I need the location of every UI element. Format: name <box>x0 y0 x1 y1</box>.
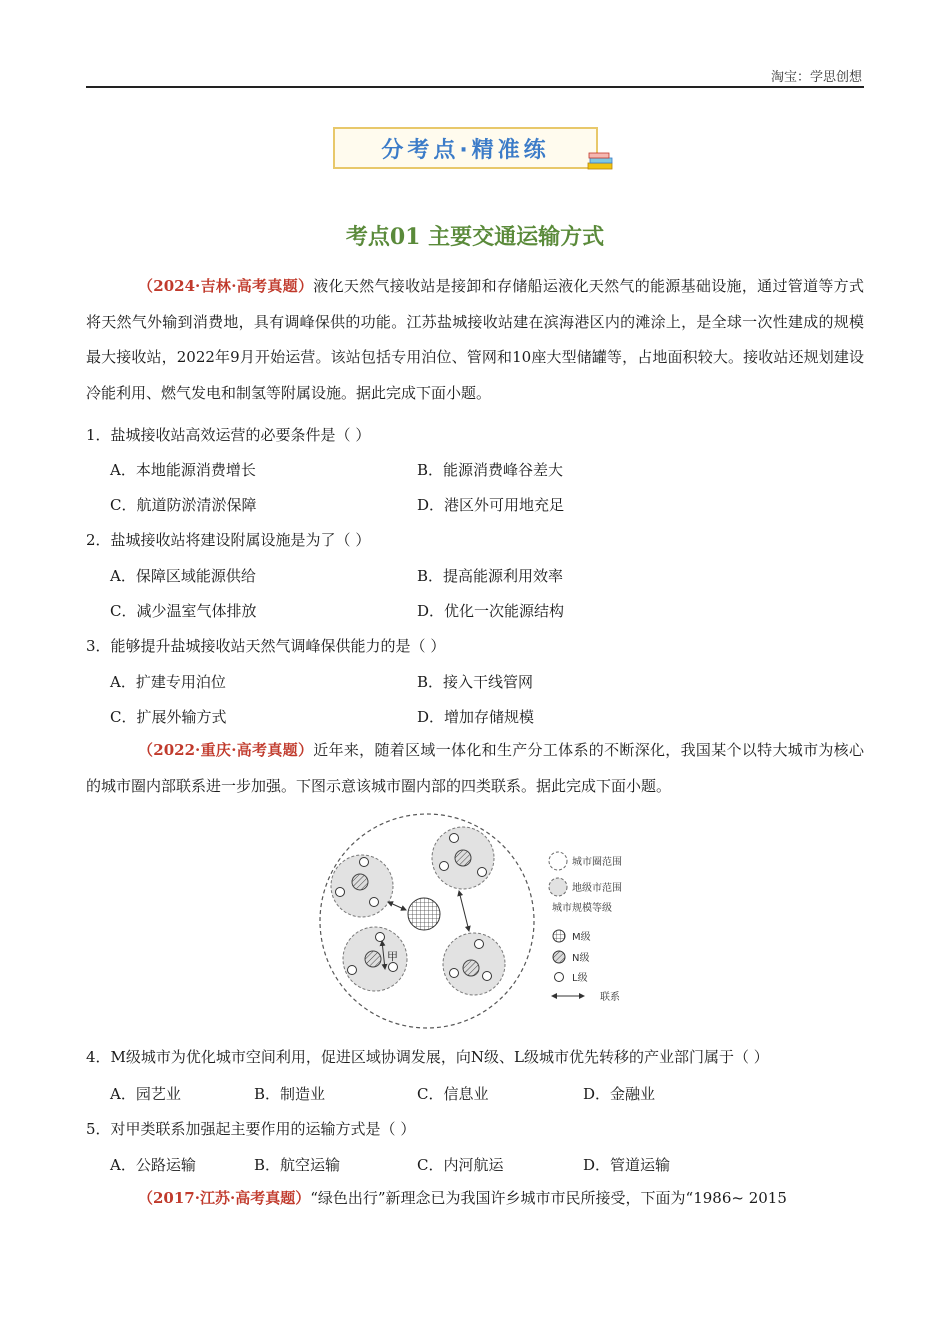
passage-text: “绿色出行”新理念已为我国许乡城市市民所接受，下面为“1986~ 2015 <box>310 1189 787 1207</box>
question-5-option-b[interactable]: B．航空运输 <box>254 1156 341 1174</box>
question-1-option-c[interactable]: C．航道防淤清淤保障 <box>110 496 257 514</box>
question-5-stem: 5．对甲类联系加强起主要作用的运输方式是（ ） <box>86 1120 416 1138</box>
passage-source: （2017·江苏·高考真题） <box>138 1189 311 1207</box>
passage-text: 近年来，随着区域一体化和生产分工体系的不断深化，我国某个以特大城市为核心的城市圈内部联系进一步加强。下图示意该城市圈内部的四类联系。据此完成下面小题。 <box>86 741 864 795</box>
passage-source: （2024·吉林·高考真题） <box>138 277 314 295</box>
question-4-stem: 4．M级城市为优化城市空间利用，促进区域协调发展，向N级、L级城市优先转移的产业部门属于（ ） <box>86 1048 769 1066</box>
label-jia: 甲 <box>387 950 398 963</box>
question-4-option-d[interactable]: D．金融业 <box>583 1085 656 1103</box>
link-arrow <box>388 902 406 910</box>
m-level-city <box>408 898 440 930</box>
city-circle-diagram <box>316 810 636 1032</box>
question-5-option-d[interactable]: D．管道运输 <box>583 1156 671 1174</box>
question-1-option-a[interactable]: A．本地能源消费增长 <box>110 461 256 479</box>
legend <box>549 852 622 1003</box>
passage-2 <box>86 733 864 804</box>
question-2-option-b[interactable]: B．提高能源利用效率 <box>417 567 564 585</box>
passage-1 <box>86 269 864 411</box>
question-1-option-b[interactable]: B．能源消费峰谷差大 <box>417 461 564 479</box>
question-3-option-a[interactable]: A．扩建专用泊位 <box>110 673 226 691</box>
question-5-option-a[interactable]: A．公路运输 <box>110 1156 196 1174</box>
question-1-stem: 1．盐城接收站高效运营的必要条件是（ ） <box>86 426 371 444</box>
legend-n-level: N级 <box>572 953 590 964</box>
section-banner <box>333 127 598 169</box>
legend-scale-title: 城市规模等级 <box>552 903 612 914</box>
question-1-option-d[interactable]: D．港区外可用地充足 <box>417 496 565 514</box>
question-3-stem: 3．能够提升盐城接收站天然气调峰保供能力的是（ ） <box>86 637 446 655</box>
question-2-option-c[interactable]: C．减少温室气体排放 <box>110 602 257 620</box>
question-2-option-a[interactable]: A．保障区域能源供给 <box>110 567 256 585</box>
books-icon <box>586 150 616 172</box>
passage-source: （2022·重庆·高考真题） <box>138 741 314 759</box>
question-3-option-b[interactable]: B．接入干线管网 <box>417 673 534 691</box>
legend-l-level: L级 <box>572 973 588 984</box>
link-arrow <box>459 891 469 931</box>
question-5-option-c[interactable]: C．内河航运 <box>417 1156 504 1174</box>
question-3-option-d[interactable]: D．增加存储规模 <box>417 708 535 726</box>
question-2-option-d[interactable]: D．优化一次能源结构 <box>417 602 565 620</box>
question-4-option-b[interactable]: B．制造业 <box>254 1085 326 1103</box>
question-2-stem: 2．盐城接收站将建设附属设施是为了（ ） <box>86 531 371 549</box>
question-3-option-c[interactable]: C．扩展外输方式 <box>110 708 227 726</box>
prefecture-left <box>331 855 393 917</box>
passage-text: 液化天然气接收站是接卸和存储船运液化天然气的能源基础设施，通过管道等方式将天然气外输到消费地，具有调峰保供的功能。江苏盐城接收站建在滨海港区内的滩涂上，是全球一次性建成的规模最大接收站，2022年9月开始运营。该站包括专用泊位、管网和10座大型储罐等，占地面积较大。接收站还规划建设冷能利用、燃气发电和制氢等附属设施。据此完成下面小题。 <box>86 277 864 402</box>
question-4-option-c[interactable]: C．信息业 <box>417 1085 489 1103</box>
header-divider <box>86 86 864 88</box>
question-4-option-a[interactable]: A．园艺业 <box>110 1085 181 1103</box>
passage-3 <box>86 1181 864 1217</box>
prefecture-bottom-right <box>443 933 505 995</box>
banner-title: 分考点·精准练 <box>381 137 550 163</box>
legend-city-circle: 城市圈范围 <box>572 857 622 868</box>
legend-link: 联系 <box>600 992 620 1003</box>
legend-m-level: M级 <box>572 932 591 943</box>
header-brand: 淘宝：学思创想 <box>770 70 862 85</box>
legend-prefecture: 地级市范围 <box>572 883 622 894</box>
prefecture-top-right <box>432 827 494 889</box>
section-title: 考点01 主要交通运输方式 <box>345 224 605 250</box>
